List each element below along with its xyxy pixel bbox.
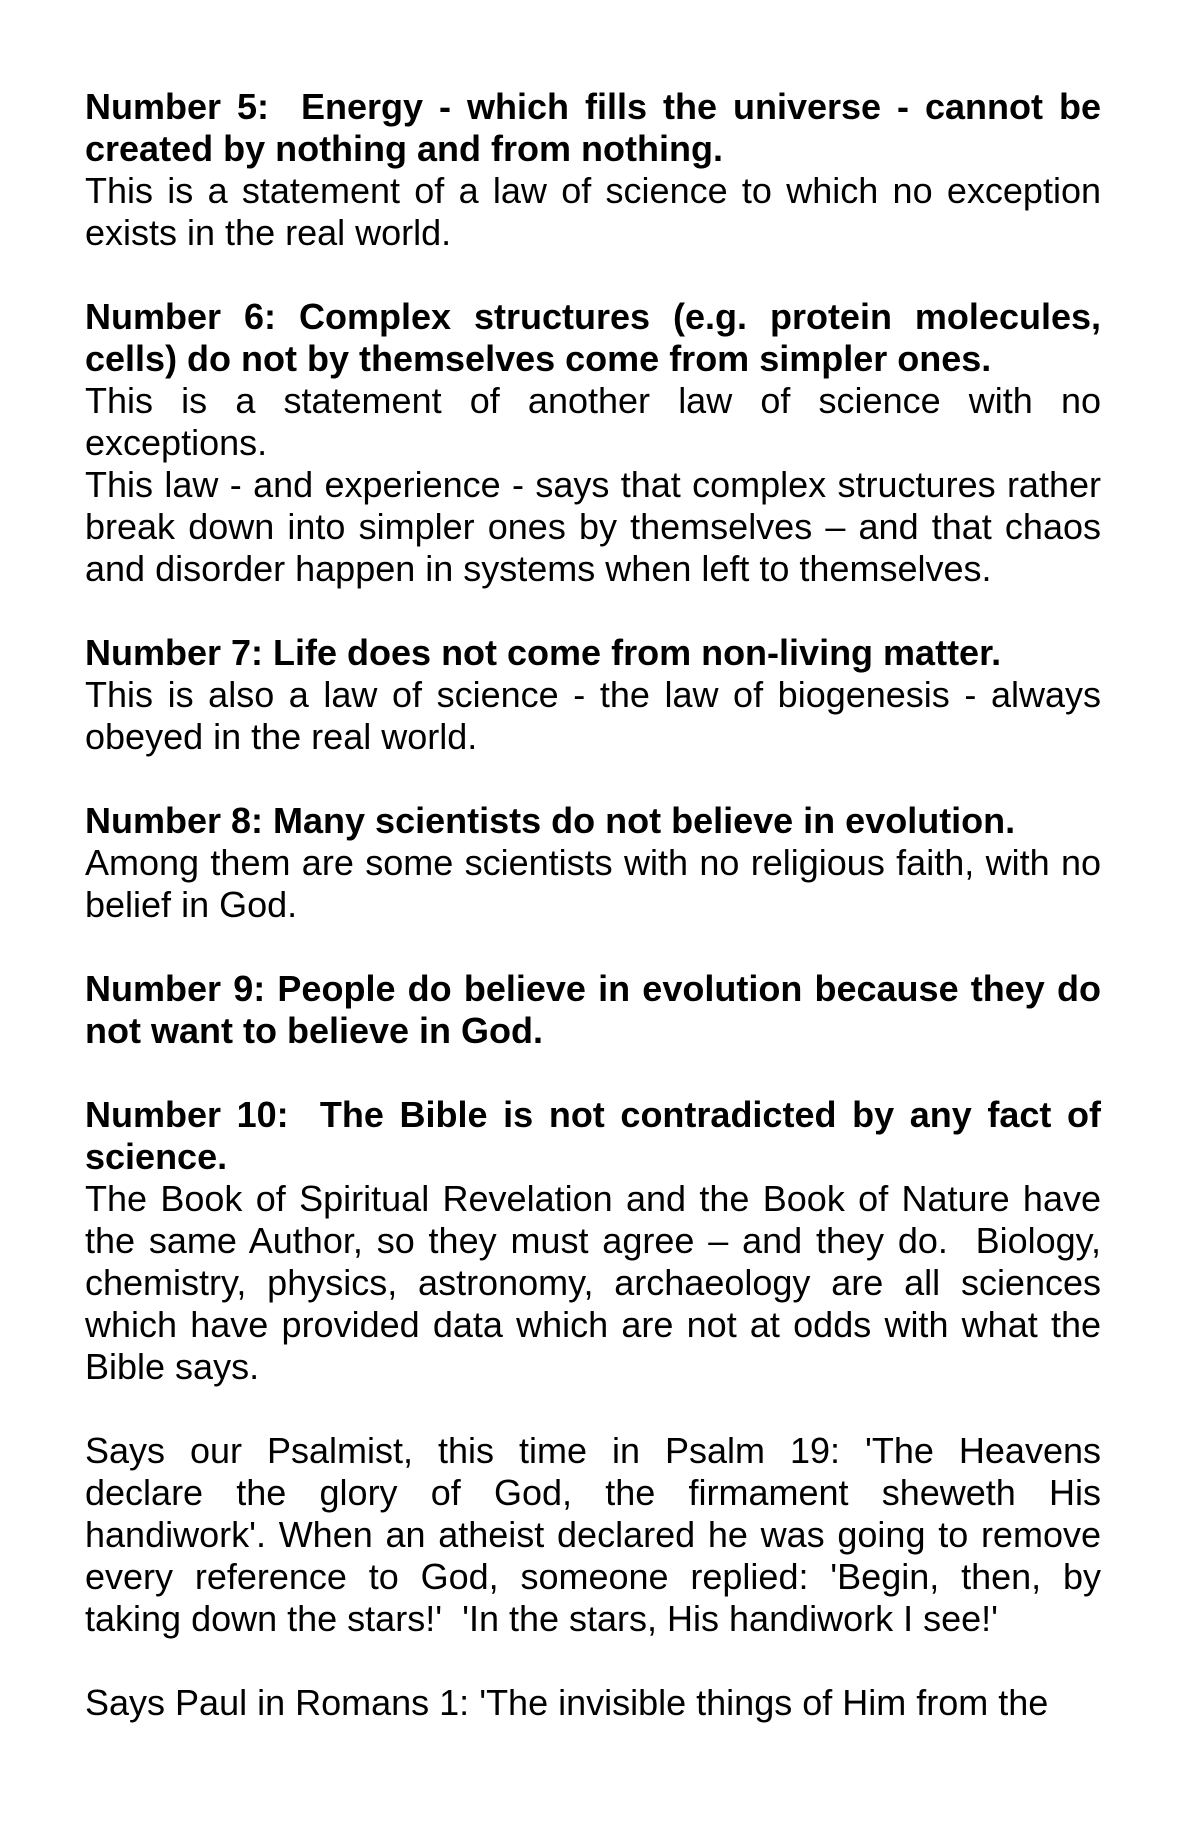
text-line: Number 5: Energy - which fills the universe - cannot be bbox=[85, 86, 1101, 127]
text-line: break down into simpler ones by themselves – and that chaos bbox=[85, 506, 1101, 547]
text-line: not want to believe in God. bbox=[85, 1010, 544, 1051]
text-line: the same Author, so they must agree – and they do. Biology, bbox=[85, 1220, 1101, 1261]
text-line: This law - and experience - says that complex structures rather bbox=[85, 464, 1101, 505]
body-paragraph bbox=[85, 842, 1101, 926]
text-line: exceptions. bbox=[85, 422, 268, 463]
text-line: exists in the real world. bbox=[85, 212, 452, 253]
text-line: cells) do not by themselves come from simpler ones. bbox=[85, 338, 992, 379]
text-line: chemistry, physics, astronomy, archaeology are all sciences bbox=[85, 1262, 1101, 1303]
text-line: created by nothing and from nothing. bbox=[85, 128, 723, 169]
body-paragraph bbox=[85, 1682, 1101, 1724]
body-paragraph bbox=[85, 464, 1101, 590]
text-line: Number 8: Many scientists do not believe in evolution. bbox=[85, 800, 1016, 841]
text-line: Number 10: The Bible is not contradicted by any fact of bbox=[85, 1094, 1101, 1135]
text-line: belief in God. bbox=[85, 884, 298, 925]
text-line: The Book of Spiritual Revelation and the Book of Nature have bbox=[85, 1178, 1101, 1219]
text-line: Number 9: People do believe in evolution because they do bbox=[85, 968, 1101, 1009]
heading-paragraph bbox=[85, 800, 1101, 842]
text-line: science. bbox=[85, 1136, 228, 1177]
text-line: Says our Psalmist, this time in Psalm 19: 'The Heavens bbox=[85, 1430, 1101, 1471]
body-paragraph bbox=[85, 1430, 1101, 1640]
text-line: which have provided data which are not at odds with what the bbox=[85, 1304, 1101, 1345]
text-line: handiwork'. When an atheist declared he was going to remove bbox=[85, 1514, 1101, 1555]
body-paragraph bbox=[85, 1178, 1101, 1388]
text-line: obeyed in the real world. bbox=[85, 716, 478, 757]
text-line: This is also a law of science - the law of biogenesis - always bbox=[85, 674, 1101, 715]
heading-paragraph bbox=[85, 1094, 1101, 1178]
text-line: This is a statement of another law of science with no bbox=[85, 380, 1101, 421]
text-line: Number 6: Complex structures (e.g. protein molecules, bbox=[85, 296, 1101, 337]
text-line: Says Paul in Romans 1: 'The invisible things of Him from the bbox=[85, 1682, 1049, 1723]
heading-paragraph bbox=[85, 632, 1101, 674]
text-line: taking down the stars!' 'In the stars, His handiwork I see!' bbox=[85, 1598, 999, 1639]
text-line: every reference to God, someone replied: 'Begin, then, by bbox=[85, 1556, 1101, 1597]
text-line: declare the glory of God, the firmament sheweth His bbox=[85, 1472, 1101, 1513]
body-paragraph bbox=[85, 170, 1101, 254]
document-content bbox=[85, 86, 1101, 1724]
text-line: Among them are some scientists with no religious faith, with no bbox=[85, 842, 1101, 883]
text-line: Bible says. bbox=[85, 1346, 260, 1387]
body-paragraph bbox=[85, 380, 1101, 464]
text-line: Number 7: Life does not come from non-living matter. bbox=[85, 632, 1002, 673]
text-line: This is a statement of a law of science to which no exception bbox=[85, 170, 1101, 211]
text-line: and disorder happen in systems when left to themselves. bbox=[85, 548, 992, 589]
body-paragraph bbox=[85, 674, 1101, 758]
heading-paragraph bbox=[85, 296, 1101, 380]
heading-paragraph bbox=[85, 968, 1101, 1052]
heading-paragraph bbox=[85, 86, 1101, 170]
